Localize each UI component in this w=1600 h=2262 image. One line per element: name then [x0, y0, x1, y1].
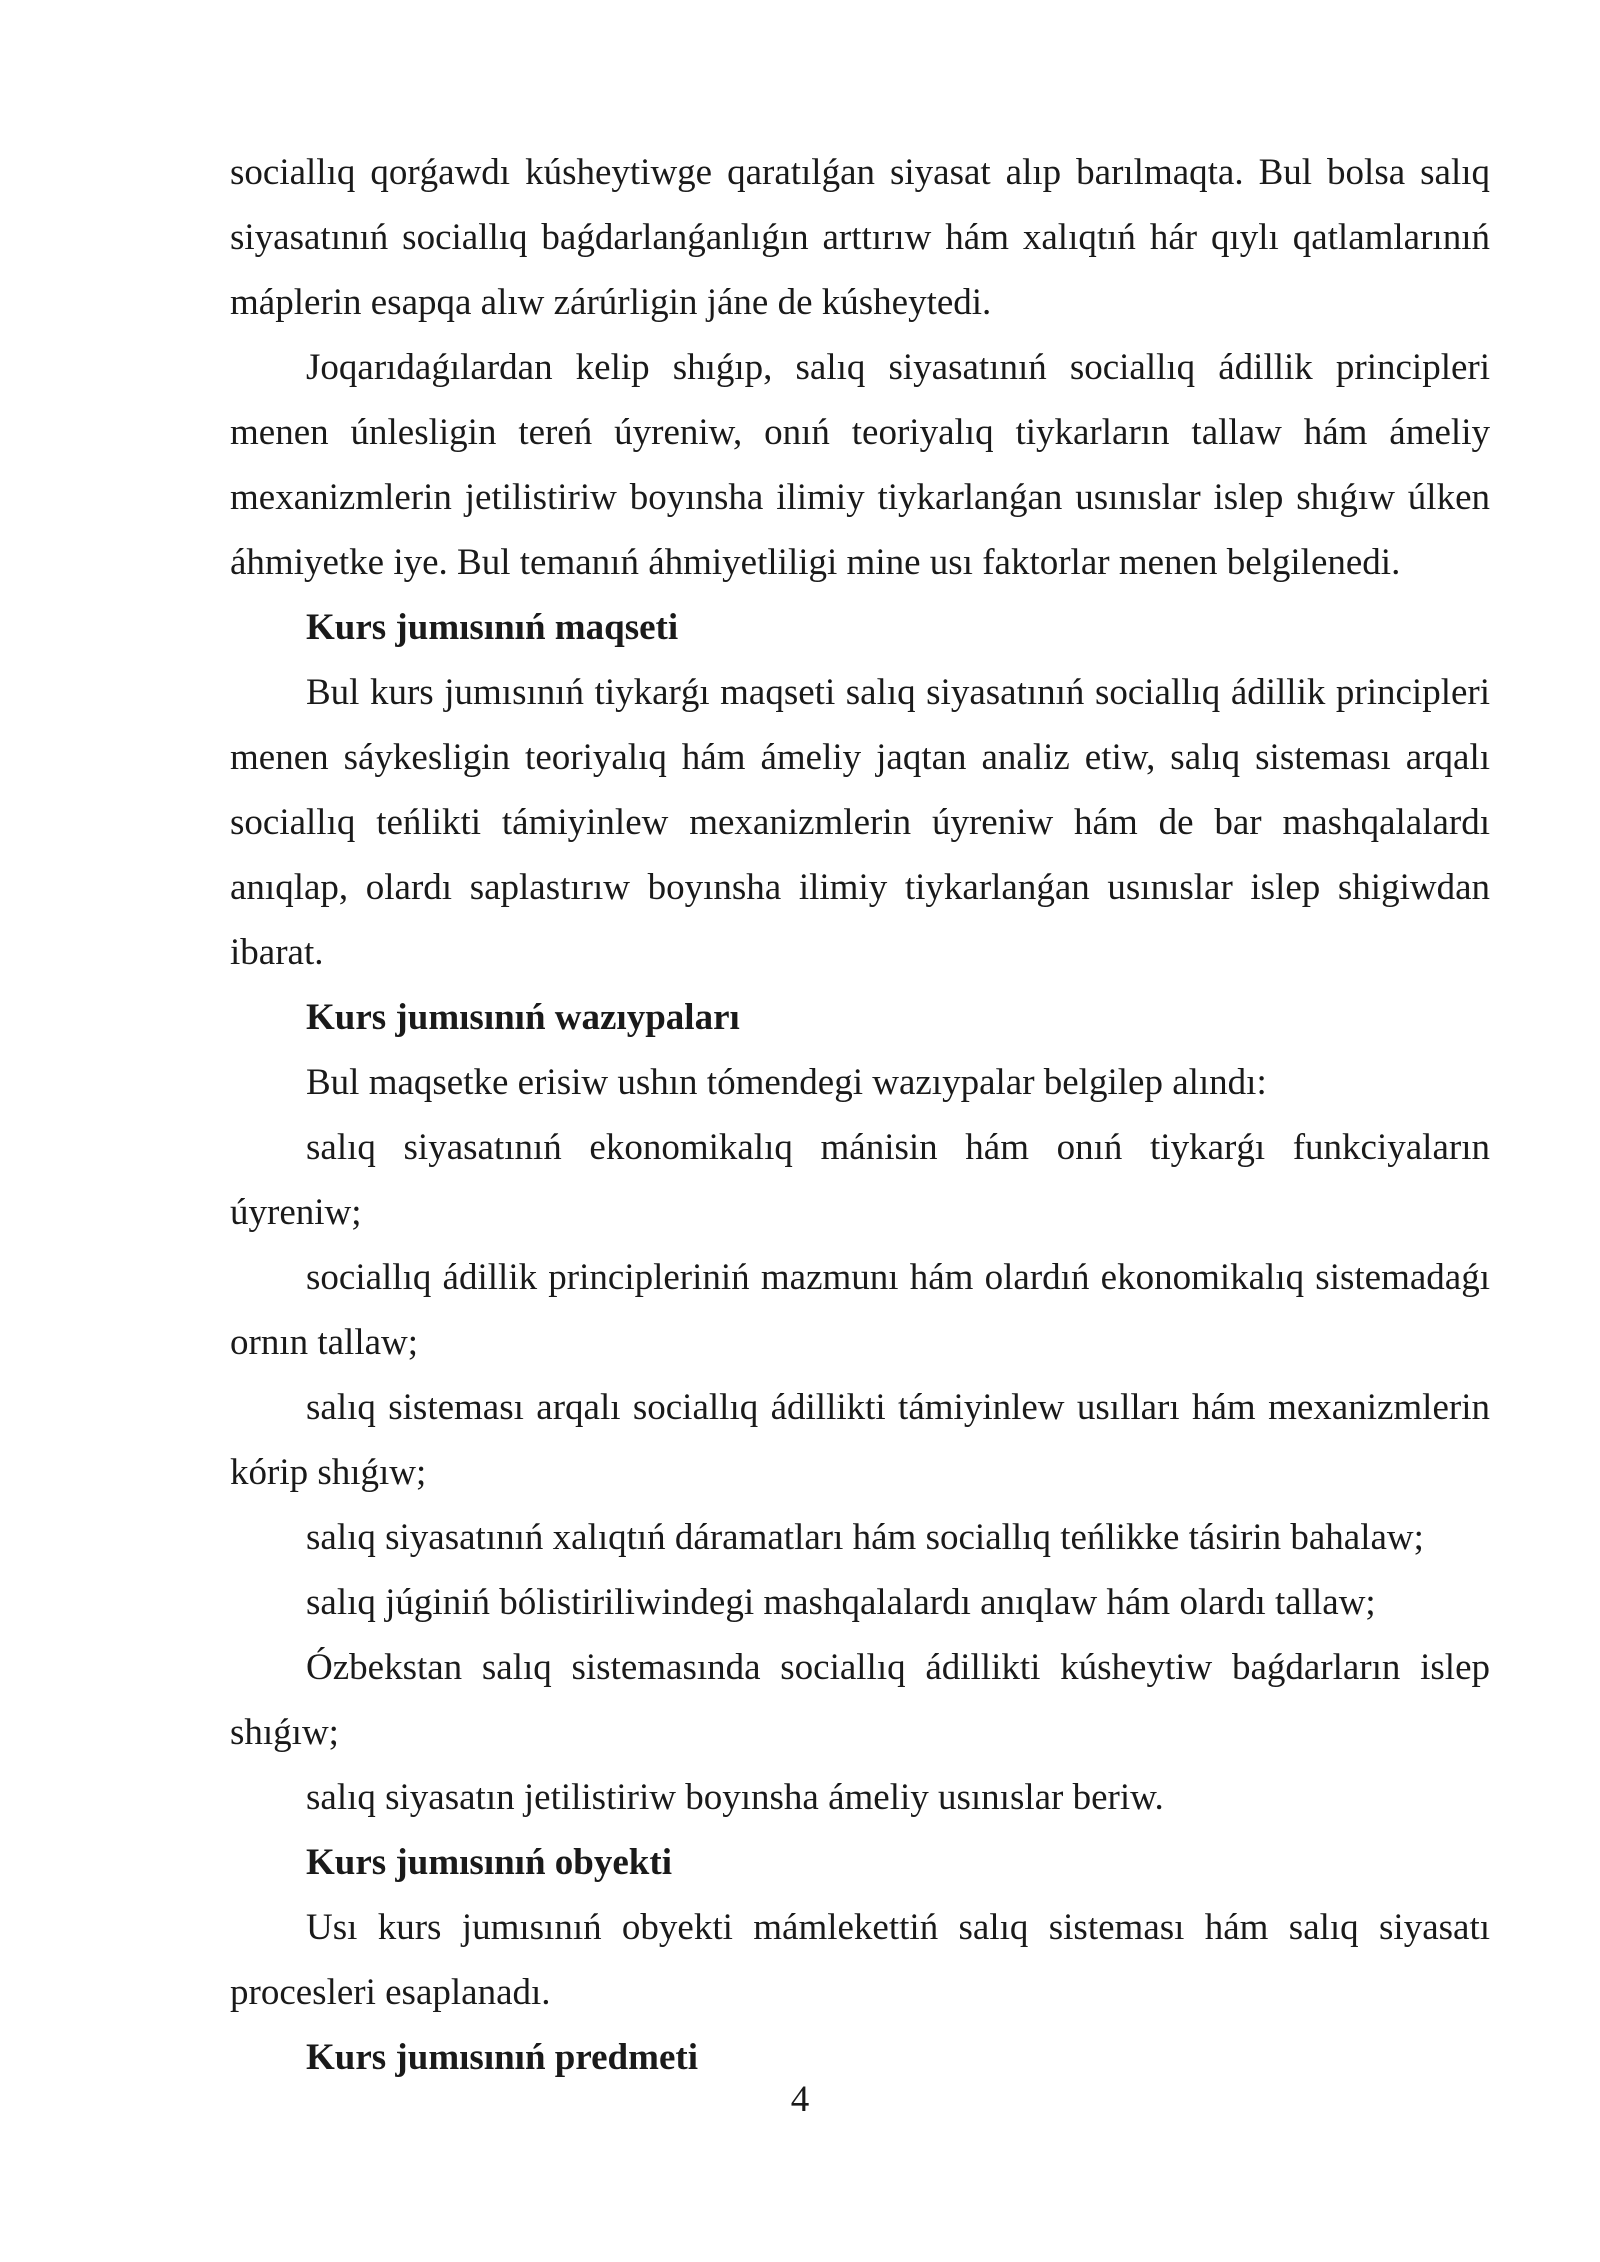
task-item: salıq siyasatın jetilistiriw boyınsha ámeliy usınıslar beriw.	[306, 1777, 1164, 1818]
task-item: Ózbekstan salıq sistemasında sociallıq ádillikti kúsheytiw baǵdarların islep shıǵıw;	[230, 1647, 1490, 1753]
paragraph-intro-continuation: sociallıq qorǵawdı kúsheytiwge qaratılǵan siyasat alıp barılmaqta. Bul bolsa salıq siyasatınıń sociallıq baǵdarlanǵanlıǵın arttırıw hám xalıqtıń hár qıylı qatlamlarınıń máplerin esapqa alıw zárúrligin jáne de kúsheytedi.	[230, 152, 1490, 323]
paragraph-relevance: Joqarıdaǵılardan kelip shıǵıp, salıq siyasatınıń sociallıq ádillik principleri menen únlesligin tereń úyreniw, onıń teoriyalıq tiykarların tallaw hám ámeliy mexanizmlerin jetilistiriw boyınsha ilimiy tiykarlanǵan usınıslar islep shıǵıw úlken áhmiyetke iye. Bul temanıń áhmiyetliligi mine usı faktorlar menen belgilenedi.	[230, 347, 1490, 583]
page-number: 4	[790, 2079, 810, 2120]
heading-object: Kurs jumısınıń obyekti	[306, 1842, 672, 1883]
paragraph-goal: Bul kurs jumısınıń tiykarǵı maqseti salıq siyasatınıń sociallıq ádillik principleri menen sáykesligin teoriyalıq hám ámeliy jaqtan analiz etiw, salıq sisteması arqalı sociallıq teńlikti támiyinlew mexanizmlerin úyreniw hám de bar mashqalalardı anıqlap, olardı saplastırıw boyınsha ilimiy tiykarlanǵan usınıslar islep shigiwdan ibarat.	[230, 672, 1490, 973]
task-item: salıq sisteması arqalı sociallıq ádillikti támiyinlew usılları hám mexanizmlerin kórip shıǵıw;	[230, 1387, 1490, 1493]
task-item: salıq júginiń bólistiriliwindegi mashqalalardı anıqlaw hám olardı tallaw;	[306, 1582, 1376, 1623]
heading-goal: Kurs jumısınıń maqseti	[306, 607, 679, 648]
document-body	[230, 140, 1490, 2090]
task-item: sociallıq ádillik principleriniń mazmunı hám olardıń ekonomikalıq sistemadaǵı ornın tallaw;	[230, 1257, 1490, 1363]
task-item: salıq siyasatınıń xalıqtıń dáramatları hám sociallıq teńlikke tásirin bahalaw;	[306, 1517, 1424, 1558]
paragraph-tasks-intro: Bul maqsetke erisiw ushın tómendegi wazıypalar belgilep alındı:	[306, 1062, 1267, 1103]
heading-subject: Kurs jumısınıń predmeti	[306, 2037, 698, 2078]
paragraph-object: Usı kurs jumısınıń obyekti mámlekettiń salıq sisteması hám salıq siyasatı procesleri esaplanadı.	[230, 1907, 1490, 2013]
heading-tasks: Kurs jumısınıń wazıypaları	[306, 997, 740, 1038]
task-item: salıq siyasatınıń ekonomikalıq mánisin hám onıń tiykarǵı funkciyaların úyreniw;	[230, 1127, 1490, 1233]
